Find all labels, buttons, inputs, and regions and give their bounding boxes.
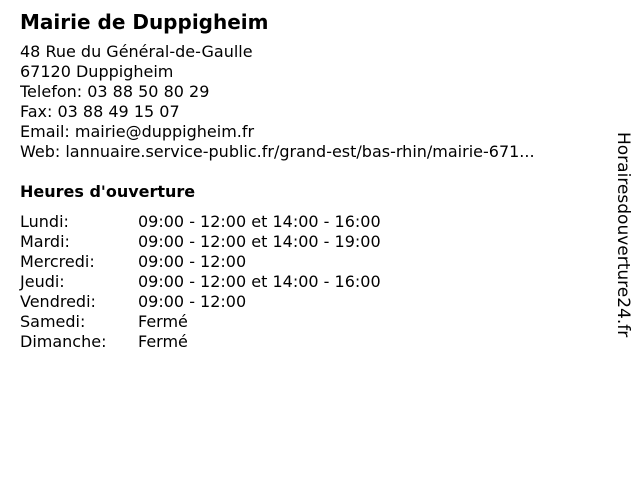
day-label: Dimanche: — [20, 332, 107, 351]
hours-row — [20, 312, 610, 332]
day-label: Jeudi: — [20, 272, 65, 291]
hours-row — [20, 252, 610, 272]
address-block — [20, 42, 610, 82]
day-label: Mercredi: — [20, 252, 95, 271]
hours-row — [20, 332, 610, 352]
page-title: Mairie de Duppigheim — [20, 10, 269, 34]
hours-value: 09:00 - 12:00 et 14:00 - 16:00 — [138, 212, 381, 231]
email-link[interactable]: Email: mairie@duppigheim.fr — [20, 122, 255, 141]
hours-row — [20, 292, 610, 312]
day-label: Vendredi: — [20, 292, 96, 311]
hours-value: Fermé — [138, 332, 188, 351]
hours-row — [20, 272, 610, 292]
hours-table — [20, 212, 610, 352]
web-link[interactable]: Web: lannuaire.service-public.fr/grand-est/bas-rhin/mairie-671... — [20, 142, 535, 161]
phone-number: Telefon: 03 88 50 80 29 — [20, 82, 210, 101]
contact-block — [20, 82, 610, 162]
hours-value: 09:00 - 12:00 — [138, 252, 247, 271]
business-card — [20, 10, 610, 352]
hours-row — [20, 232, 610, 252]
city-address: 67120 Duppigheim — [20, 62, 174, 81]
hours-value: Fermé — [138, 312, 188, 331]
day-label: Mardi: — [20, 232, 70, 251]
hours-value: 09:00 - 12:00 et 14:00 - 19:00 — [138, 232, 381, 251]
hours-value: 09:00 - 12:00 — [138, 292, 247, 311]
day-label: Samedi: — [20, 312, 86, 331]
day-label: Lundi: — [20, 212, 69, 231]
brand-watermark: Horairesdouverture24.fr — [613, 132, 633, 338]
hours-value: 09:00 - 12:00 et 14:00 - 16:00 — [138, 272, 381, 291]
hours-row — [20, 212, 610, 232]
hours-title: Heures d'ouverture — [20, 182, 196, 201]
street-address: 48 Rue du Général-de-Gaulle — [20, 42, 253, 61]
fax-number: Fax: 03 88 49 15 07 — [20, 102, 180, 121]
